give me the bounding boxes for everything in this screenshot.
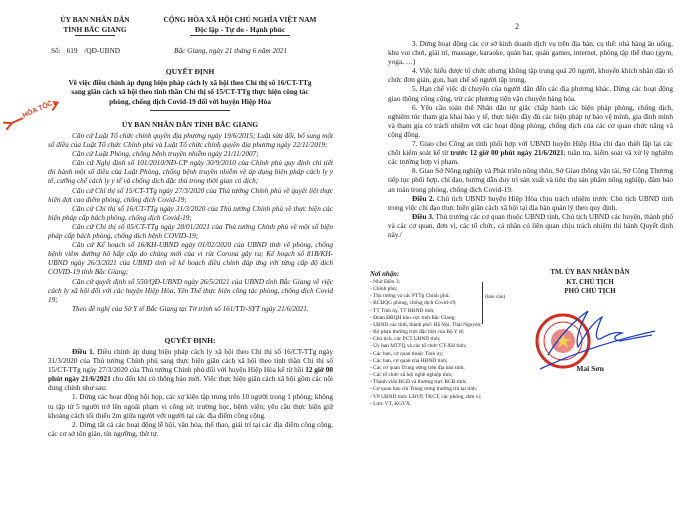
recipient: - Ủy ban MTTQ và các tổ chức CT-XH tỉnh; [370,343,467,350]
divider [75,35,115,36]
article-1 [48,348,333,439]
item-text: ; tuần tra, kiểm soát và xử lý nghiêm các trường hợp vi phạm. [388,149,673,167]
recipient: - Bộ phận thường trực đặc biệt của Bộ Y tế; [370,329,465,336]
recipient: - Như Điều 3; [370,279,401,285]
recipient: - Cơ quan báo chí Trung ương thường trú tại tỉnh; [370,386,478,393]
nation-line-1: CỘNG HÒA XÃ HỘI CHỦ NGHĨA VIỆT NAM [163,15,317,24]
agency-line-2: TỈNH BẮC GIANG [63,25,127,34]
recipient: - Đoàn ĐBQH khu vực tỉnh Bắc Giang; [370,314,456,321]
number-value: 619 [66,46,78,55]
signature-line: KT. CHỦ TỊCH [566,278,614,286]
basis: Căn cứ Chỉ thị số 16/CT-TTg ngày 31/3/2020 của Thủ tướng Chính phủ về thực hiện các biện pháp cấp bách phòng, chống dịch Covid-19; [48,204,333,222]
list-item: 6. Yêu cầu toàn thể Nhân dân tự giác chấp hành các biện pháp phòng, chống dịch, nghiêm túc tham gia khai báo y tế, thực hiện đầy đủ các biện pháp tự bảo vệ mình, gia đình mình và tham gia có trách nhiệm với các hoạt động phòng, chống dịch của các cơ quan chức năng và cộng đồng. [388,103,673,139]
basis: Căn cứ Luật Tổ chức chính quyền địa phương ngày 19/6/2015; Luật sửa đổi, bổ sung một số điều của Luật Tổ chức Chính phủ và Luật Tổ chức chính quyền địa phương ngày 22/11/2019; [48,132,333,150]
list-item: 4. Việc hiếu được tổ chức nhưng không tập trung quá 20 người, khuyến khích nhân dân tổ chức đơn giản, gọn, hạn chế số người tập trung. [388,67,674,85]
divider [190,35,290,36]
list-item: 2. Dừng tất cả các hoạt động lễ hội, văn hóa, thể thao, giải trí tại các địa điểm công cộng, các cơ sở tôn giáo, tín ngưỡng, thờ tự. [48,420,333,438]
article-3 [388,213,673,240]
article-2 [388,195,673,213]
signature-line: PHÓ CHỦ TỊCH [564,288,616,296]
recipient: - Các cơ quan Trung ương trên địa bàn tỉnh; [370,364,465,371]
article-text: cho đến khi có thông báo mới. Việc thực hiện giãn cách xã hội gồm các nội dung chính như sau: [48,375,334,393]
subject [40,79,340,111]
recipients-title: Nơi nhận: [370,271,400,278]
subject-line: sang giãn cách xã hội theo tinh thần Chỉ thị số 15/CT-TTg thực hiện công tác [71,88,309,97]
urgent-stamp [8,100,54,125]
signer-name: Mai Sơn [576,364,604,373]
article-label: Điều 2. [412,194,435,203]
recipient: - Thủ tướng và các PTTg Chính phủ; [370,293,450,300]
bracket-line [482,282,483,324]
article-text: Điều chỉnh áp dụng biện pháp cách ly xã hội theo Chỉ thị số 16/CT-TTg ngày 31/3/2020 của Thủ tướng Chính phủ sang thực hiện giãn cách xã hội theo tinh thần Chỉ thị số 15/CT-TTg ngày 27/3/2020 của Thủ tướng Chính phủ đối với huyện Hiệp Hòa kể từ hồi [48,348,333,375]
document-page-2 [340,0,680,530]
nation-line-2: Độc lập - Tự do - Hạnh phúc [194,25,286,34]
article-text: Chủ tịch UBND huyện Hiệp Hòa chịu trách nhiệm trước Chủ tịch UBND tỉnh trong việc chỉ đạo thực hiện giãn cách xã hội tại địa bàn quản lý theo quy định. [388,194,674,212]
recipient: - Chính phủ; [370,286,398,293]
signature-block [530,268,650,297]
basis: Căn cứ Chỉ thị số 15/CT-TTg ngày 27/3/2020 của Thủ tướng Chính phủ về quyết liệt thực hiện đợt cao điểm phòng, chống dịch Covid-19; [48,186,333,204]
basis: Căn cứ Luật Phòng, chống bệnh truyền nhiễm ngày 21/11/2007; [72,150,259,159]
legal-bases [48,132,333,314]
list-item: 1. Dừng các hoạt động hội họp, các sự kiện tập trung trên 10 người trong 1 phòng; không tụ tập từ 5 người trở lên ngoài phạm vi công sở, trường học, bệnh viện; yêu cầu thực hiện giữ khoảng cách tối thiểu 2m giữa người với người tại các địa điểm công cộng. [48,393,333,420]
basis: Căn cứ Chỉ thị số 05/CT-TTg ngày 28/01/2021 của Thủ tướng Chính phủ về một số biện pháp cấp bách phòng, chống dịch bệnh COVID-19; [48,222,333,241]
agency-header [45,15,145,36]
decision-heading: QUYẾT ĐỊNH: [164,336,216,345]
doc-type: QUYẾT ĐỊNH [165,67,215,76]
recipient: - Lưu: VT, KGVX. [370,400,412,407]
report-note: (báo cáo) [485,294,506,300]
list-item: 5. Hạn chế việc di chuyển của người dân đến các địa phương khác. Dừng các hoạt động giao thông công cộng, trừ các phương tiện vận chuyển hàng hóa. [388,85,673,103]
page-number: 2 [515,22,519,31]
checkpoint-time: trước 12 giờ 00 phút ngày 21/6/2021 [450,149,564,158]
recipient: - Thành viên BCĐ và thường trực BCĐ tỉnh; [370,379,467,386]
recipient: - Chủ tịch, các PCT UBND tỉnh; [370,336,441,343]
basis: Căn cứ Nghị định số 101/2010/NĐ-CP ngày 30/9/2010 của Chính phủ quy định chi tiết thi hành một số điều của Luật Phòng, chống bệnh truyền nhiễm về áp dụng biện pháp cách ly y tế, cưỡng chế cách ly y tế và chống dịch đặc thù trong thời gian có dịch; [48,159,333,186]
number-label: Số: [51,46,61,55]
list-item: 3. Dừng hoạt động các cơ sở kinh doanh dịch vụ trên địa bàn, cụ thể: nhà hàng ăn uống, khu vui chơi, giải trí, massage, karaoke, quán bar, quán games, internet, phòng tập thể thao (gym, yoga, …) [388,40,673,67]
document-number [51,46,120,55]
subject-line: phòng, chống dịch Covid-19 đối với huyện Hiệp Hòa [109,97,271,106]
effective-time: 12 giờ 00 phút ngày 21/6/2021 [48,366,334,384]
number-suffix: /QĐ-UBND [84,46,121,55]
subject-line: Về việc điều chỉnh áp dụng biện pháp cách ly xã hội theo Chỉ thị số 16/CT-TTg [68,79,312,87]
basis: Căn cứ quyết định số 550/QĐ-UBND ngày 26/5/2021 của UBND tỉnh Bắc Giang về việc cách ly xã hội đối với các huyện Hiệp Hòa, Yên Thế thực hiện công tác phòng, chống dịch Covid 19; [48,277,333,304]
article-text: Thủ trưởng các cơ quan thuộc UBND tỉnh, Chủ tịch UBND các huyện, thành phố và các cơ quan, đơn vị, các tổ chức, cá nhân có liên quan chịu trách nhiệm thi hành Quyết định này./ [388,212,674,239]
article-label: Điều 1. [72,348,95,356]
nation-header [150,15,330,36]
recipient: - Các ban, cơ quan thuộc Tỉnh ủy; [370,350,444,357]
basis: Căn cứ Kế hoạch số 16/KH-UBND ngày 01/02/2020 của UBND tỉnh về phòng, chống bệnh viêm đường hô hấp cấp do chủng mới của vi rút Corona gây ra; Kế hoạch số 81B/KH-UBND ngày 26/3/2021 của UBND tỉnh về kế hoạch điều chỉnh đáp ứng với từng cấp độ dịch COVID-19 tỉnh Bắc Giang; [48,241,333,277]
recipient: - VP UBND tỉnh: LĐVP, TKCT, các phòng, đơn vị; [370,393,482,400]
divider [150,110,230,111]
list-item: 8. Giao Sở Nông nghiệp và Phát triển nông thôn, Sở Giao thông vận tải, Sở Công Thương tiếp tục phối hợp, chỉ đạo, hướng dẫn duy trì sản xuất và tiêu thụ sản phẩm nông nghiệp, đảm bảo an toàn trong phòng, chống dịch Covid-19. [388,167,673,194]
signature-line: TM. ỦY BAN NHÂN DÂN [550,269,630,276]
agency-line-1: ỦY BAN NHÂN DÂN [60,15,130,24]
item-text: 7. Giao cho Công an tỉnh phối hợp với UBND huyện Hiệp Hòa chỉ đạo thiết lập lại các chốt kiểm soát kể từ [388,140,673,158]
issuing-authority: ỦY BAN NHÂN DÂN TỈNH BẮC GIANG [121,120,259,129]
recipient: - Các tổ chức xã hội nghề nghiệp tỉnh; [370,372,453,379]
basis: Theo đề nghị của Sở Y tế Bắc Giang tại Tờ trình số 161/TTr-SYT ngày 21/6/2021. [72,304,309,313]
recipient: - TT Tỉnh ủy, TT HĐND tỉnh; [370,307,435,314]
recipient: - BCĐQG phòng, chống dịch Covid-19; [370,300,457,307]
place-date: Bắc Giang, ngày 21 tháng 6 năm 2021 [174,46,288,55]
recipient: - UBND các tỉnh, thành phố: Hà Nội, Thái Nguyên; [370,321,482,328]
stamp-text: HỎA TỐC [21,100,54,120]
article-label: Điều 3. [412,212,434,221]
list-item [388,140,673,167]
recipient: - Các ban, cơ quan của HĐND tỉnh; [370,357,448,364]
article-1-text [48,348,333,393]
page-2-body [388,40,673,240]
